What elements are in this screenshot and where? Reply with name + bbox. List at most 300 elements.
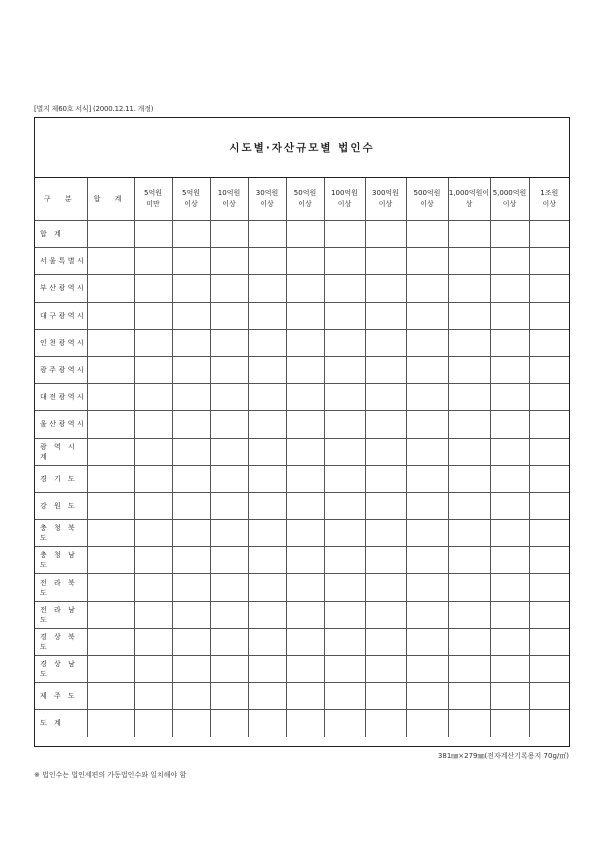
entry-cell[interactable] xyxy=(87,520,134,547)
entry-cell[interactable] xyxy=(529,329,569,356)
entry-cell[interactable] xyxy=(172,465,210,492)
entry-cell[interactable] xyxy=(365,601,406,628)
entry-cell[interactable] xyxy=(286,520,324,547)
row-label-cell xyxy=(35,329,87,356)
entry-cell[interactable] xyxy=(365,520,406,547)
header-asset-range-4-line-1: 30억원 xyxy=(255,189,279,197)
entry-cell[interactable] xyxy=(210,329,248,356)
entry-cell[interactable] xyxy=(490,221,529,248)
entry-cell[interactable] xyxy=(490,438,529,465)
header-asset-range-7-line-2: 이상 xyxy=(378,200,393,208)
entry-cell[interactable] xyxy=(324,683,365,710)
entry-cell[interactable] xyxy=(210,656,248,683)
entry-cell[interactable] xyxy=(324,248,365,275)
entry-cell[interactable] xyxy=(248,221,286,248)
row-label-cell xyxy=(35,275,87,302)
entry-cell[interactable] xyxy=(87,601,134,628)
entry-cell[interactable] xyxy=(406,248,448,275)
header-asset-range-11-line-1: 1조원 xyxy=(540,189,559,197)
entry-cell[interactable] xyxy=(490,465,529,492)
entry-cell[interactable] xyxy=(490,547,529,574)
row-label-cell xyxy=(35,628,87,655)
entry-cell[interactable] xyxy=(448,574,490,601)
entry-cell[interactable] xyxy=(490,656,529,683)
entry-cell[interactable] xyxy=(286,465,324,492)
entry-cell[interactable] xyxy=(529,384,569,411)
entry-cell[interactable] xyxy=(248,356,286,383)
entry-cell[interactable] xyxy=(248,574,286,601)
entry-cell[interactable] xyxy=(490,275,529,302)
entry-cell[interactable] xyxy=(134,411,172,438)
entry-cell[interactable] xyxy=(324,329,365,356)
row-label: 광 역 시 계 xyxy=(40,442,78,461)
entry-cell[interactable] xyxy=(87,329,134,356)
entry-cell[interactable] xyxy=(365,411,406,438)
table-row xyxy=(35,356,569,383)
table-row xyxy=(35,656,569,683)
entry-cell[interactable] xyxy=(365,356,406,383)
entry-cell[interactable] xyxy=(406,710,448,737)
entry-cell[interactable] xyxy=(134,302,172,329)
entry-cell[interactable] xyxy=(365,492,406,519)
form-frame xyxy=(34,117,570,747)
entry-cell[interactable] xyxy=(248,628,286,655)
entry-cell[interactable] xyxy=(406,356,448,383)
entry-cell[interactable] xyxy=(490,683,529,710)
entry-cell[interactable] xyxy=(248,248,286,275)
entry-cell[interactable] xyxy=(172,628,210,655)
row-label: 인천광역시 xyxy=(40,338,87,347)
entry-cell[interactable] xyxy=(248,710,286,737)
entry-cell[interactable] xyxy=(172,547,210,574)
entry-cell[interactable] xyxy=(529,574,569,601)
entry-cell[interactable] xyxy=(248,329,286,356)
entry-cell[interactable] xyxy=(324,601,365,628)
entry-cell[interactable] xyxy=(210,574,248,601)
form-title: 시도별·자산규모별 법인수 xyxy=(229,142,375,154)
entry-cell[interactable] xyxy=(210,411,248,438)
row-label: 강 원 도 xyxy=(40,501,78,510)
entry-cell[interactable] xyxy=(210,356,248,383)
entry-cell[interactable] xyxy=(172,275,210,302)
entry-cell[interactable] xyxy=(490,520,529,547)
header-asset-range-6-line-2: 이상 xyxy=(337,200,352,208)
entry-cell[interactable] xyxy=(87,547,134,574)
entry-cell[interactable] xyxy=(448,601,490,628)
entry-cell[interactable] xyxy=(210,248,248,275)
entry-cell[interactable] xyxy=(490,248,529,275)
entry-cell[interactable] xyxy=(248,683,286,710)
entry-cell[interactable] xyxy=(134,520,172,547)
entry-cell[interactable] xyxy=(134,438,172,465)
row-label: 울산광역시 xyxy=(40,420,87,429)
entry-cell[interactable] xyxy=(210,302,248,329)
entry-cell[interactable] xyxy=(248,601,286,628)
entry-cell[interactable] xyxy=(529,656,569,683)
entry-cell[interactable] xyxy=(529,275,569,302)
entry-cell[interactable] xyxy=(210,384,248,411)
entry-cell[interactable] xyxy=(210,628,248,655)
table-row xyxy=(35,221,569,248)
entry-cell[interactable] xyxy=(324,547,365,574)
header-asset-range-6 xyxy=(324,178,365,221)
entry-cell[interactable] xyxy=(134,601,172,628)
entry-cell[interactable] xyxy=(248,465,286,492)
entry-cell[interactable] xyxy=(448,547,490,574)
entry-cell[interactable] xyxy=(172,656,210,683)
entry-cell[interactable] xyxy=(134,275,172,302)
entry-cell[interactable] xyxy=(406,329,448,356)
entry-cell[interactable] xyxy=(406,438,448,465)
entry-cell[interactable] xyxy=(210,438,248,465)
table-row xyxy=(35,683,569,710)
entry-cell[interactable] xyxy=(448,656,490,683)
row-label-cell xyxy=(35,465,87,492)
entry-cell[interactable] xyxy=(286,384,324,411)
entry-cell[interactable] xyxy=(172,329,210,356)
table-row xyxy=(35,329,569,356)
entry-cell[interactable] xyxy=(172,574,210,601)
entry-cell[interactable] xyxy=(210,683,248,710)
entry-cell[interactable] xyxy=(134,656,172,683)
row-label-cell xyxy=(35,601,87,628)
entry-cell[interactable] xyxy=(406,275,448,302)
entry-cell[interactable] xyxy=(448,465,490,492)
table-row xyxy=(35,302,569,329)
entry-cell[interactable] xyxy=(406,302,448,329)
entry-cell[interactable] xyxy=(529,683,569,710)
entry-cell[interactable] xyxy=(286,411,324,438)
table-row xyxy=(35,384,569,411)
entry-cell[interactable] xyxy=(87,411,134,438)
entry-cell[interactable] xyxy=(324,275,365,302)
entry-cell[interactable] xyxy=(529,547,569,574)
entry-cell[interactable] xyxy=(529,710,569,737)
entry-cell[interactable] xyxy=(87,275,134,302)
entry-cell[interactable] xyxy=(210,547,248,574)
entry-cell[interactable] xyxy=(448,492,490,519)
entry-cell[interactable] xyxy=(286,356,324,383)
entry-cell[interactable] xyxy=(172,411,210,438)
entry-cell[interactable] xyxy=(87,465,134,492)
entry-cell[interactable] xyxy=(365,465,406,492)
entry-cell[interactable] xyxy=(248,302,286,329)
entry-cell[interactable] xyxy=(406,221,448,248)
entry-cell[interactable] xyxy=(134,384,172,411)
entry-cell[interactable] xyxy=(365,384,406,411)
entry-cell[interactable] xyxy=(324,221,365,248)
entry-cell[interactable] xyxy=(406,411,448,438)
header-asset-range-10-line-1: 5,000억원 xyxy=(492,189,527,197)
header-asset-range-4-line-2: 이상 xyxy=(260,200,274,208)
entry-cell[interactable] xyxy=(529,356,569,383)
entry-cell[interactable] xyxy=(324,302,365,329)
entry-cell[interactable] xyxy=(365,329,406,356)
entry-cell[interactable] xyxy=(490,492,529,519)
entry-cell[interactable] xyxy=(448,221,490,248)
header-total-label: 합 계 xyxy=(93,194,128,203)
header-asset-range-10 xyxy=(490,178,529,221)
header-total xyxy=(87,178,134,221)
entry-cell[interactable] xyxy=(365,275,406,302)
entry-cell[interactable] xyxy=(172,492,210,519)
entry-cell[interactable] xyxy=(448,329,490,356)
entry-cell[interactable] xyxy=(448,384,490,411)
entry-cell[interactable] xyxy=(529,411,569,438)
entry-cell[interactable] xyxy=(286,683,324,710)
entry-cell[interactable] xyxy=(365,221,406,248)
table-row xyxy=(35,465,569,492)
header-asset-range-9-line-1: 1,000억원이상 xyxy=(448,189,490,208)
entry-cell[interactable] xyxy=(134,492,172,519)
entry-cell[interactable] xyxy=(406,574,448,601)
header-asset-range-5-line-1: 50억원 xyxy=(293,189,317,197)
entry-cell[interactable] xyxy=(365,656,406,683)
entry-cell[interactable] xyxy=(448,356,490,383)
header-asset-range-3-line-1: 10억원 xyxy=(217,189,241,197)
entry-cell[interactable] xyxy=(365,628,406,655)
table-header-row xyxy=(35,178,569,221)
row-label-cell xyxy=(35,492,87,519)
entry-cell[interactable] xyxy=(406,656,448,683)
entry-cell[interactable] xyxy=(286,221,324,248)
entry-cell[interactable] xyxy=(324,710,365,737)
entry-cell[interactable] xyxy=(87,302,134,329)
entry-cell[interactable] xyxy=(448,302,490,329)
entry-cell[interactable] xyxy=(210,601,248,628)
entry-cell[interactable] xyxy=(490,628,529,655)
entry-cell[interactable] xyxy=(406,384,448,411)
entry-cell[interactable] xyxy=(324,438,365,465)
entry-cell[interactable] xyxy=(406,628,448,655)
header-asset-range-3-line-2: 이상 xyxy=(222,200,236,208)
entry-cell[interactable] xyxy=(87,710,134,737)
entry-cell[interactable] xyxy=(134,465,172,492)
entry-cell[interactable] xyxy=(490,302,529,329)
entry-cell[interactable] xyxy=(134,710,172,737)
entry-cell[interactable] xyxy=(529,465,569,492)
header-asset-range-5-line-2: 이상 xyxy=(298,200,312,208)
entry-cell[interactable] xyxy=(286,248,324,275)
entry-cell[interactable] xyxy=(529,520,569,547)
entry-cell[interactable] xyxy=(87,356,134,383)
entry-cell[interactable] xyxy=(134,248,172,275)
entry-cell[interactable] xyxy=(286,547,324,574)
entry-cell[interactable] xyxy=(365,710,406,737)
entry-cell[interactable] xyxy=(248,656,286,683)
row-label-cell xyxy=(35,547,87,574)
header-asset-range-1-line-1: 5억원 xyxy=(144,189,162,197)
entry-cell[interactable] xyxy=(134,628,172,655)
header-asset-range-8-line-1: 500억원 xyxy=(413,189,441,197)
row-label: 광주광역시 xyxy=(40,366,87,375)
entry-cell[interactable] xyxy=(286,492,324,519)
table-row xyxy=(35,710,569,737)
entry-cell[interactable] xyxy=(172,438,210,465)
row-label-cell xyxy=(35,248,87,275)
entry-cell[interactable] xyxy=(172,221,210,248)
entry-cell[interactable] xyxy=(87,438,134,465)
title-box xyxy=(35,118,569,178)
entry-cell[interactable] xyxy=(406,683,448,710)
entry-cell[interactable] xyxy=(172,384,210,411)
entry-cell[interactable] xyxy=(324,411,365,438)
header-asset-range-7 xyxy=(365,178,406,221)
row-label: 도 계 xyxy=(40,719,64,728)
entry-cell[interactable] xyxy=(134,574,172,601)
entry-cell[interactable] xyxy=(448,411,490,438)
row-label: 대전광역시 xyxy=(40,393,87,402)
entry-cell[interactable] xyxy=(286,710,324,737)
entry-cell[interactable] xyxy=(87,656,134,683)
entry-cell[interactable] xyxy=(324,520,365,547)
header-asset-range-10-line-2: 이상 xyxy=(502,200,517,208)
entry-cell[interactable] xyxy=(365,302,406,329)
table-row xyxy=(35,248,569,275)
paper-size-note: 381㎜×279㎜(전자계산기록용지 70g/㎡) xyxy=(437,752,569,760)
entry-cell[interactable] xyxy=(490,356,529,383)
entry-cell[interactable] xyxy=(172,710,210,737)
entry-cell[interactable] xyxy=(324,492,365,519)
row-label-cell xyxy=(35,574,87,601)
entry-cell[interactable] xyxy=(365,683,406,710)
header-asset-range-5 xyxy=(286,178,324,221)
footnote: ※ 법인수는 법인세편의 가동법인수와 일치해야 함 xyxy=(34,771,187,779)
entry-cell[interactable] xyxy=(248,520,286,547)
entry-cell[interactable] xyxy=(248,275,286,302)
entry-cell[interactable] xyxy=(87,492,134,519)
entry-cell[interactable] xyxy=(286,656,324,683)
entry-cell[interactable] xyxy=(87,574,134,601)
entry-cell[interactable] xyxy=(448,275,490,302)
entry-cell[interactable] xyxy=(172,248,210,275)
entry-cell[interactable] xyxy=(529,248,569,275)
entry-cell[interactable] xyxy=(286,302,324,329)
entry-cell[interactable] xyxy=(87,628,134,655)
row-label-cell xyxy=(35,520,87,547)
entry-cell[interactable] xyxy=(210,520,248,547)
table-row xyxy=(35,275,569,302)
entry-cell[interactable] xyxy=(286,275,324,302)
entry-cell[interactable] xyxy=(324,574,365,601)
entry-cell[interactable] xyxy=(134,329,172,356)
entry-cell[interactable] xyxy=(448,683,490,710)
header-asset-range-2 xyxy=(172,178,210,221)
entry-cell[interactable] xyxy=(286,574,324,601)
entry-cell[interactable] xyxy=(529,492,569,519)
entry-cell[interactable] xyxy=(210,221,248,248)
row-label-cell xyxy=(35,356,87,383)
header-asset-range-2-line-2: 이상 xyxy=(184,200,198,208)
entry-cell[interactable] xyxy=(286,601,324,628)
entry-cell[interactable] xyxy=(406,601,448,628)
row-label: 충 청 남 도 xyxy=(40,551,78,570)
entry-cell[interactable] xyxy=(365,574,406,601)
entry-cell[interactable] xyxy=(210,465,248,492)
entry-cell[interactable] xyxy=(210,492,248,519)
entry-cell[interactable] xyxy=(248,438,286,465)
header-asset-range-1 xyxy=(134,178,172,221)
entry-cell[interactable] xyxy=(172,683,210,710)
entry-cell[interactable] xyxy=(406,547,448,574)
entry-cell[interactable] xyxy=(448,710,490,737)
entry-cell[interactable] xyxy=(87,248,134,275)
entry-cell[interactable] xyxy=(529,221,569,248)
entry-cell[interactable] xyxy=(490,329,529,356)
row-label-cell xyxy=(35,411,87,438)
entry-cell[interactable] xyxy=(448,628,490,655)
entry-cell[interactable] xyxy=(286,628,324,655)
entry-cell[interactable] xyxy=(172,520,210,547)
entry-cell[interactable] xyxy=(286,329,324,356)
entry-cell[interactable] xyxy=(87,683,134,710)
entry-cell[interactable] xyxy=(248,492,286,519)
entry-cell[interactable] xyxy=(210,710,248,737)
row-label-cell xyxy=(35,384,87,411)
entry-cell[interactable] xyxy=(490,601,529,628)
entry-cell[interactable] xyxy=(529,628,569,655)
entry-cell[interactable] xyxy=(134,356,172,383)
row-label: 합 계 xyxy=(40,230,64,239)
entry-cell[interactable] xyxy=(134,221,172,248)
table-row xyxy=(35,547,569,574)
entry-cell[interactable] xyxy=(490,710,529,737)
header-asset-range-4 xyxy=(248,178,286,221)
entry-cell[interactable] xyxy=(172,302,210,329)
entry-cell[interactable] xyxy=(448,248,490,275)
entry-cell[interactable] xyxy=(286,438,324,465)
entry-cell[interactable] xyxy=(324,628,365,655)
entry-cell[interactable] xyxy=(448,438,490,465)
header-asset-range-6-line-1: 100억원 xyxy=(331,189,358,197)
entry-cell[interactable] xyxy=(365,438,406,465)
entry-cell[interactable] xyxy=(324,384,365,411)
entry-cell[interactable] xyxy=(248,384,286,411)
entry-cell[interactable] xyxy=(448,520,490,547)
entry-cell[interactable] xyxy=(406,465,448,492)
entry-cell[interactable] xyxy=(87,384,134,411)
row-label-cell xyxy=(35,683,87,710)
entry-cell[interactable] xyxy=(248,547,286,574)
entry-cell[interactable] xyxy=(210,275,248,302)
entry-cell[interactable] xyxy=(529,438,569,465)
entry-cell[interactable] xyxy=(172,601,210,628)
entry-cell[interactable] xyxy=(529,302,569,329)
entry-cell[interactable] xyxy=(87,221,134,248)
entry-cell[interactable] xyxy=(324,356,365,383)
entry-cell[interactable] xyxy=(490,384,529,411)
entry-cell[interactable] xyxy=(248,411,286,438)
entry-cell[interactable] xyxy=(490,574,529,601)
entry-cell[interactable] xyxy=(172,356,210,383)
header-asset-range-2-line-1: 5억원 xyxy=(182,189,200,197)
entry-cell[interactable] xyxy=(365,248,406,275)
entry-cell[interactable] xyxy=(324,656,365,683)
row-label: 전 라 북 도 xyxy=(40,578,78,597)
table-row xyxy=(35,574,569,601)
entry-cell[interactable] xyxy=(490,411,529,438)
row-label-cell xyxy=(35,221,87,248)
row-label-cell xyxy=(35,438,87,465)
entry-cell[interactable] xyxy=(406,520,448,547)
row-label: 경 상 남 도 xyxy=(40,660,78,679)
entry-cell[interactable] xyxy=(324,465,365,492)
entry-cell[interactable] xyxy=(529,601,569,628)
entry-cell[interactable] xyxy=(365,547,406,574)
entry-cell[interactable] xyxy=(134,683,172,710)
entry-cell[interactable] xyxy=(134,547,172,574)
entry-cell[interactable] xyxy=(406,492,448,519)
